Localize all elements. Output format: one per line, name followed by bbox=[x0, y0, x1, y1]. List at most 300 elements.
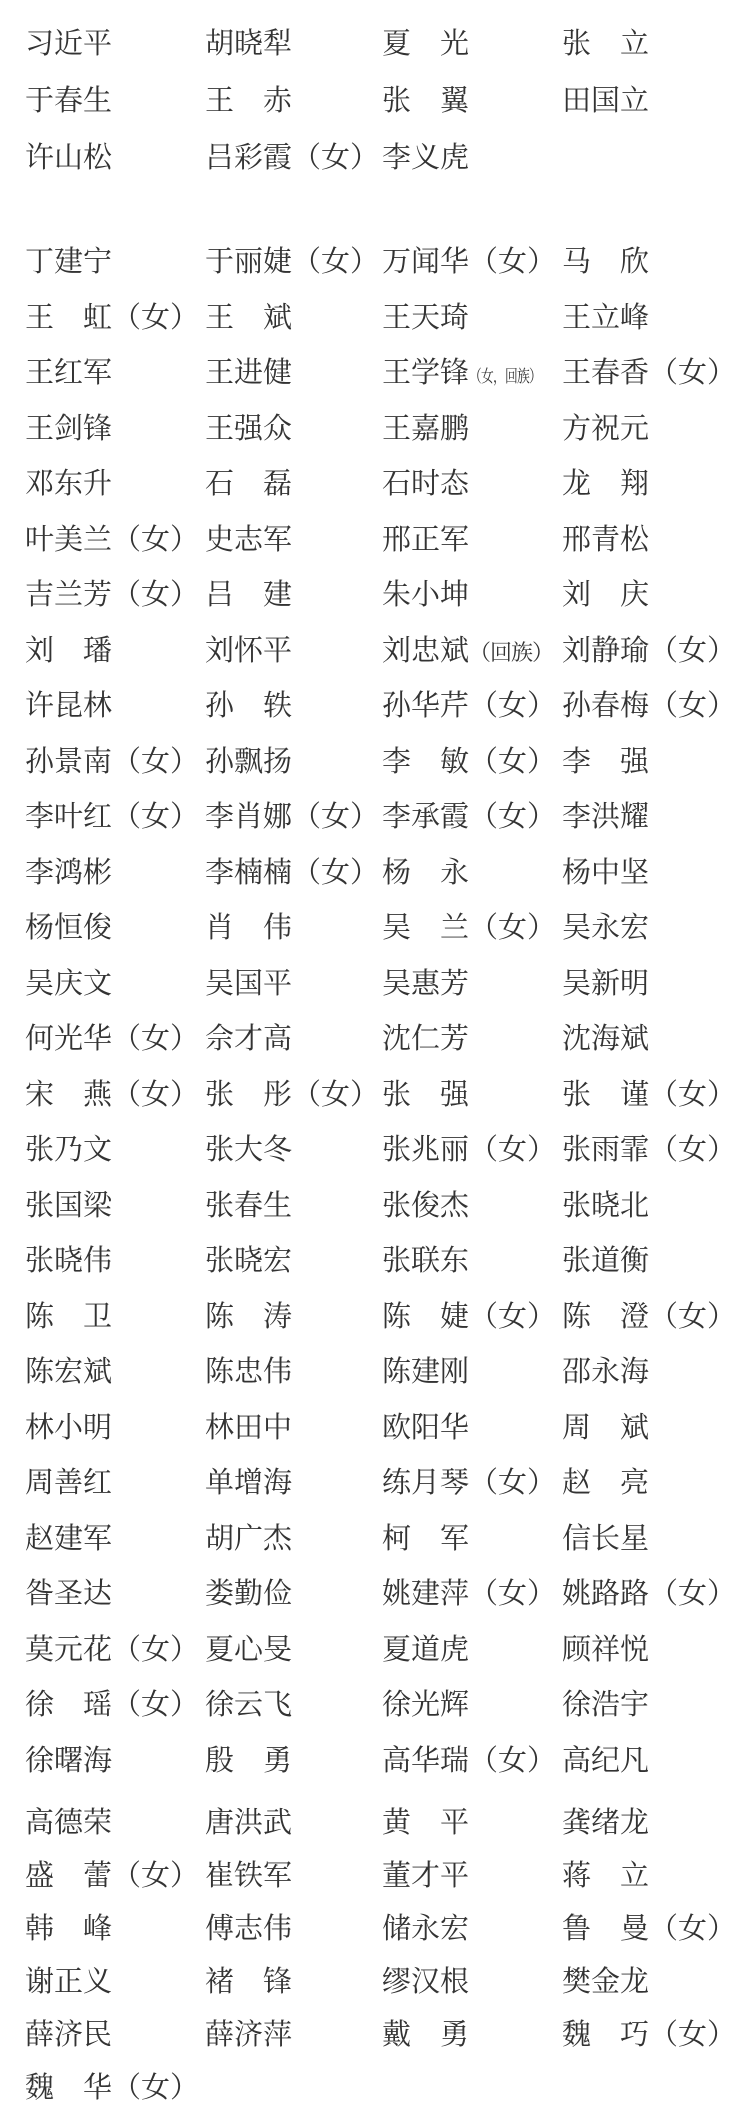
name-cell bbox=[562, 1682, 750, 1723]
name-block-2 bbox=[0, 232, 750, 1786]
person-name: 杨恒俊 bbox=[25, 912, 113, 945]
person-name: 邢青松 bbox=[562, 523, 650, 556]
person-name: 李义虎 bbox=[382, 142, 470, 174]
name-row bbox=[0, 399, 750, 455]
person-name: 王立峰 bbox=[562, 301, 650, 334]
name-cell bbox=[382, 1127, 562, 1168]
person-name: 张兆丽 bbox=[382, 1134, 470, 1167]
name-cell bbox=[25, 295, 205, 336]
name-cell bbox=[382, 1800, 562, 1841]
name-block-1 bbox=[0, 13, 750, 184]
name-cell bbox=[25, 21, 205, 62]
person-name: 柯 军 bbox=[382, 1522, 470, 1555]
person-name: 杨中坚 bbox=[562, 856, 650, 889]
person-name: 徐曙海 bbox=[25, 1744, 113, 1777]
name-cell bbox=[382, 1460, 562, 1501]
person-name: 万闻华 bbox=[382, 246, 470, 279]
name-row bbox=[0, 1120, 750, 1176]
name-row bbox=[0, 1065, 750, 1121]
gender-ethnicity-note: （女） bbox=[469, 745, 557, 778]
gender-ethnicity-note: （女） bbox=[469, 1744, 557, 1777]
person-name: 唐洪武 bbox=[205, 1807, 293, 1839]
person-name: 邓东升 bbox=[25, 468, 113, 501]
person-name: 田国立 bbox=[562, 85, 650, 117]
name-row bbox=[0, 2006, 750, 2059]
person-name: 史志军 bbox=[205, 523, 293, 556]
name-cell bbox=[382, 239, 562, 280]
name-row bbox=[0, 1731, 750, 1787]
name-cell bbox=[205, 1627, 382, 1668]
person-name: 林小明 bbox=[25, 1411, 113, 1444]
gender-ethnicity-note: （女） bbox=[649, 690, 737, 723]
person-name: 吕 建 bbox=[205, 579, 293, 612]
name-cell bbox=[25, 406, 205, 447]
name-cell bbox=[382, 350, 562, 391]
name-cell bbox=[382, 461, 562, 502]
person-name: 张 强 bbox=[382, 1078, 470, 1111]
person-name: 刘怀平 bbox=[205, 634, 293, 667]
gender-ethnicity-note: （女） bbox=[292, 246, 380, 279]
person-name: 吴永宏 bbox=[562, 912, 650, 945]
name-cell bbox=[382, 572, 562, 613]
name-cell bbox=[205, 1016, 382, 1057]
person-name: 陈 澄 bbox=[562, 1300, 650, 1333]
person-name: 石 磊 bbox=[205, 468, 293, 501]
person-name: 顾祥悦 bbox=[562, 1633, 650, 1666]
name-row bbox=[0, 232, 750, 288]
name-cell bbox=[25, 135, 205, 176]
name-cell bbox=[382, 295, 562, 336]
person-name: 欧阳华 bbox=[382, 1411, 470, 1444]
person-name: 王嘉鹏 bbox=[382, 412, 470, 445]
person-name: 胡晓犁 bbox=[205, 28, 293, 60]
person-name: 陈建刚 bbox=[382, 1356, 470, 1389]
name-cell bbox=[562, 78, 750, 119]
gender-ethnicity-note: （女） bbox=[112, 2072, 200, 2104]
gender-ethnicity-note: （女） bbox=[649, 1078, 737, 1111]
name-cell bbox=[25, 850, 205, 891]
person-name: 宋 燕 bbox=[25, 1078, 113, 1111]
person-name: 赵建军 bbox=[25, 1522, 113, 1555]
name-cell bbox=[205, 21, 382, 62]
name-cell bbox=[562, 572, 750, 613]
name-row bbox=[0, 1176, 750, 1232]
name-cell bbox=[205, 1072, 382, 1113]
person-name: 单增海 bbox=[205, 1467, 293, 1500]
gender-ethnicity-note: （女） bbox=[469, 1578, 557, 1611]
person-name: 刘静瑜 bbox=[562, 634, 650, 667]
person-name: 夏心旻 bbox=[205, 1633, 293, 1666]
person-name: 谢正义 bbox=[25, 1966, 113, 1998]
name-cell bbox=[562, 1738, 750, 1779]
name-cell bbox=[382, 21, 562, 62]
name-row bbox=[0, 1342, 750, 1398]
name-cell bbox=[382, 1516, 562, 1557]
person-name: 高德荣 bbox=[25, 1807, 113, 1839]
gender-ethnicity-note: （女） bbox=[469, 1134, 557, 1167]
person-name: 吴 兰 bbox=[382, 912, 470, 945]
name-cell bbox=[25, 1127, 205, 1168]
name-row bbox=[0, 510, 750, 566]
name-cell bbox=[25, 1238, 205, 1279]
person-name: 缪汉根 bbox=[382, 1966, 470, 1998]
person-name: 吴国平 bbox=[205, 967, 293, 1000]
name-cell bbox=[205, 1571, 382, 1612]
name-row bbox=[0, 787, 750, 843]
person-name: 王剑锋 bbox=[25, 412, 113, 445]
gender-ethnicity-note: （女） bbox=[469, 912, 557, 945]
person-name: 孙春梅 bbox=[562, 690, 650, 723]
person-name: 许昆林 bbox=[25, 690, 113, 723]
name-block-3 bbox=[0, 1794, 750, 2107]
name-cell bbox=[562, 350, 750, 391]
name-cell bbox=[25, 961, 205, 1002]
name-cell bbox=[25, 1906, 205, 1947]
name-cell bbox=[382, 794, 562, 835]
name-row bbox=[0, 676, 750, 732]
person-name: 储永宏 bbox=[382, 1913, 470, 1945]
name-cell bbox=[382, 1738, 562, 1779]
name-cell bbox=[382, 1072, 562, 1113]
person-name: 吴庆文 bbox=[25, 967, 113, 1000]
name-row bbox=[0, 454, 750, 510]
name-cell bbox=[382, 683, 562, 724]
name-row bbox=[0, 1847, 750, 1900]
name-cell bbox=[562, 1238, 750, 1279]
name-cell bbox=[562, 794, 750, 835]
name-row bbox=[0, 2059, 750, 2107]
name-row bbox=[0, 1509, 750, 1565]
gender-ethnicity-note: （女） bbox=[112, 1633, 200, 1666]
name-row bbox=[0, 954, 750, 1010]
person-name: 张乃文 bbox=[25, 1134, 113, 1167]
name-row bbox=[0, 565, 750, 621]
gender-ethnicity-note: （女） bbox=[469, 246, 557, 279]
name-cell bbox=[205, 1183, 382, 1224]
name-cell bbox=[562, 239, 750, 280]
name-row bbox=[0, 1620, 750, 1676]
person-name: 张道衡 bbox=[562, 1245, 650, 1278]
name-cell bbox=[382, 517, 562, 558]
person-name: 张联东 bbox=[382, 1245, 470, 1278]
gender-ethnicity-note: （女） bbox=[649, 357, 737, 390]
name-row bbox=[0, 1564, 750, 1620]
name-cell bbox=[25, 1853, 205, 1894]
name-cell bbox=[562, 1183, 750, 1224]
person-name: 褚 锋 bbox=[205, 1966, 293, 1998]
name-cell bbox=[25, 628, 205, 669]
name-cell bbox=[205, 1853, 382, 1894]
name-cell bbox=[562, 739, 750, 780]
name-row bbox=[0, 621, 750, 677]
name-cell bbox=[25, 1738, 205, 1779]
person-name: 李鸿彬 bbox=[25, 856, 113, 889]
gender-ethnicity-note: （女） bbox=[112, 1860, 200, 1892]
name-cell bbox=[382, 1349, 562, 1390]
person-name: 陈 婕 bbox=[382, 1300, 470, 1333]
name-cell bbox=[382, 1405, 562, 1446]
person-name: 习近平 bbox=[25, 28, 113, 60]
name-cell bbox=[382, 1959, 562, 2000]
person-name: 徐云飞 bbox=[205, 1689, 293, 1722]
name-cell bbox=[205, 461, 382, 502]
person-name: 沈仁芳 bbox=[382, 1023, 470, 1056]
person-name: 邢正军 bbox=[382, 523, 470, 556]
name-cell bbox=[25, 1800, 205, 1841]
person-name: 薛济民 bbox=[25, 2019, 113, 2051]
name-cell bbox=[205, 628, 382, 669]
person-name: 吴惠芳 bbox=[382, 967, 470, 1000]
person-name: 练月琴 bbox=[382, 1467, 470, 1500]
name-cell bbox=[205, 794, 382, 835]
person-name: 何光华 bbox=[25, 1023, 113, 1056]
person-name: 徐浩宇 bbox=[562, 1689, 650, 1722]
person-name: 张 翼 bbox=[382, 85, 470, 117]
person-name: 王强众 bbox=[205, 412, 293, 445]
person-name: 夏道虎 bbox=[382, 1633, 470, 1666]
person-name: 王红军 bbox=[25, 357, 113, 390]
gender-ethnicity-note: （女） bbox=[112, 579, 200, 612]
gender-ethnicity-note: （女） bbox=[292, 801, 380, 834]
name-cell bbox=[562, 1072, 750, 1113]
name-cell bbox=[25, 517, 205, 558]
name-cell bbox=[382, 1906, 562, 1947]
person-name: 周善红 bbox=[25, 1467, 113, 1500]
gender-ethnicity-note: （女） bbox=[649, 1300, 737, 1333]
name-row bbox=[0, 732, 750, 788]
person-name: 高纪凡 bbox=[562, 1744, 650, 1777]
person-name: 龚绪龙 bbox=[562, 1807, 650, 1839]
person-name: 娄勤俭 bbox=[205, 1578, 293, 1611]
name-cell bbox=[205, 1800, 382, 1841]
person-name: 蒋 立 bbox=[562, 1860, 650, 1892]
gender-ethnicity-note: （女） bbox=[292, 856, 380, 889]
gender-ethnicity-note: （女） bbox=[112, 801, 200, 834]
person-name: 张俊杰 bbox=[382, 1189, 470, 1222]
person-name: 孙景南 bbox=[25, 745, 113, 778]
person-name: 王 赤 bbox=[205, 85, 293, 117]
person-name: 王天琦 bbox=[382, 301, 470, 334]
person-name: 陈 卫 bbox=[25, 1300, 113, 1333]
person-name: 徐光辉 bbox=[382, 1689, 470, 1722]
gender-ethnicity-note: （女） bbox=[469, 801, 557, 834]
person-name: 王进健 bbox=[205, 357, 293, 390]
name-cell bbox=[205, 350, 382, 391]
name-row bbox=[0, 898, 750, 954]
name-row bbox=[0, 288, 750, 344]
person-name: 高华瑞 bbox=[382, 1744, 470, 1777]
person-name: 李洪耀 bbox=[562, 801, 650, 834]
name-row bbox=[0, 1231, 750, 1287]
person-name: 陈宏斌 bbox=[25, 1356, 113, 1389]
name-cell bbox=[562, 1959, 750, 2000]
name-cell bbox=[205, 2012, 382, 2053]
name-cell bbox=[562, 628, 750, 669]
name-cell bbox=[382, 1294, 562, 1335]
person-name: 刘 璠 bbox=[25, 634, 113, 667]
name-cell bbox=[25, 1016, 205, 1057]
name-cell bbox=[205, 78, 382, 119]
gender-ethnicity-note: （女） bbox=[649, 1578, 737, 1611]
name-cell bbox=[382, 961, 562, 1002]
name-cell bbox=[25, 1682, 205, 1723]
name-cell bbox=[205, 1405, 382, 1446]
name-cell bbox=[382, 1238, 562, 1279]
person-name: 盛 蕾 bbox=[25, 1860, 113, 1892]
name-cell bbox=[25, 1571, 205, 1612]
person-name: 吕彩霞 bbox=[205, 142, 293, 174]
gender-ethnicity-note: （女） bbox=[469, 690, 557, 723]
name-cell bbox=[205, 683, 382, 724]
person-name: 许山松 bbox=[25, 142, 113, 174]
name-cell bbox=[562, 683, 750, 724]
name-cell bbox=[25, 1405, 205, 1446]
gender-ethnicity-note: （女） bbox=[112, 745, 200, 778]
name-cell bbox=[382, 1183, 562, 1224]
name-row bbox=[0, 1453, 750, 1509]
name-row bbox=[0, 1398, 750, 1454]
person-name: 赵 亮 bbox=[562, 1467, 650, 1500]
person-name: 李楠楠 bbox=[205, 856, 293, 889]
gender-ethnicity-note: （女） bbox=[469, 1300, 557, 1333]
name-cell bbox=[205, 905, 382, 946]
name-row bbox=[0, 13, 750, 70]
person-name: 林田中 bbox=[205, 1411, 293, 1444]
gender-ethnicity-note: （女） bbox=[649, 1913, 737, 1945]
name-cell bbox=[25, 1183, 205, 1224]
person-name: 周 斌 bbox=[562, 1411, 650, 1444]
name-row bbox=[0, 70, 750, 127]
name-cell bbox=[25, 1072, 205, 1113]
name-row bbox=[0, 1953, 750, 2006]
name-cell bbox=[25, 78, 205, 119]
person-name: 陈忠伟 bbox=[205, 1356, 293, 1389]
name-cell bbox=[562, 295, 750, 336]
name-cell bbox=[25, 572, 205, 613]
name-cell bbox=[205, 961, 382, 1002]
name-cell bbox=[562, 21, 750, 62]
person-name: 张晓宏 bbox=[205, 1245, 293, 1278]
person-name: 张晓北 bbox=[562, 1189, 650, 1222]
person-name: 夏 光 bbox=[382, 28, 470, 60]
person-name: 鲁 曼 bbox=[562, 1913, 650, 1945]
name-cell bbox=[25, 739, 205, 780]
person-name: 叶美兰 bbox=[25, 523, 113, 556]
gender-ethnicity-note: （女） bbox=[649, 2019, 737, 2051]
name-row bbox=[0, 1900, 750, 1953]
name-cell bbox=[382, 850, 562, 891]
person-name: 王 虹 bbox=[25, 301, 113, 334]
name-cell bbox=[205, 1906, 382, 1947]
name-cell bbox=[382, 1016, 562, 1057]
name-row bbox=[0, 1287, 750, 1343]
name-cell bbox=[382, 1853, 562, 1894]
person-name: 张 立 bbox=[562, 28, 650, 60]
name-cell bbox=[205, 1959, 382, 2000]
person-name: 孙 轶 bbox=[205, 690, 293, 723]
person-name: 王学锋 bbox=[382, 357, 470, 390]
name-cell bbox=[25, 239, 205, 280]
person-name: 胡广杰 bbox=[205, 1522, 293, 1555]
person-name: 薛济萍 bbox=[205, 2019, 293, 2051]
name-cell bbox=[562, 517, 750, 558]
gender-ethnicity-note: （女） bbox=[112, 1078, 200, 1111]
name-cell bbox=[205, 850, 382, 891]
person-name: 李 强 bbox=[562, 745, 650, 778]
person-name: 于丽婕 bbox=[205, 246, 293, 279]
person-name: 王春香 bbox=[562, 357, 650, 390]
name-cell bbox=[382, 1682, 562, 1723]
person-name: 戴 勇 bbox=[382, 2019, 470, 2051]
person-name: 陈 涛 bbox=[205, 1300, 293, 1333]
name-cell bbox=[562, 1405, 750, 1446]
name-cell bbox=[562, 2012, 750, 2053]
person-name: 石时态 bbox=[382, 468, 470, 501]
person-name: 李叶红 bbox=[25, 801, 113, 834]
person-name: 信长星 bbox=[562, 1522, 650, 1555]
person-name: 殷 勇 bbox=[205, 1744, 293, 1777]
name-cell bbox=[205, 1682, 382, 1723]
person-name: 王 斌 bbox=[205, 301, 293, 334]
person-name: 魏 华 bbox=[25, 2072, 113, 2104]
name-cell bbox=[382, 406, 562, 447]
gender-ethnicity-note: （女） bbox=[469, 1467, 557, 1500]
person-name: 张晓伟 bbox=[25, 1245, 113, 1278]
name-cell bbox=[25, 1294, 205, 1335]
name-cell bbox=[25, 794, 205, 835]
name-cell bbox=[562, 905, 750, 946]
person-name: 姚路路 bbox=[562, 1578, 650, 1611]
person-name: 崔铁军 bbox=[205, 1860, 293, 1892]
person-name: 姚建萍 bbox=[382, 1578, 470, 1611]
name-cell bbox=[205, 135, 382, 176]
name-cell bbox=[562, 850, 750, 891]
name-cell bbox=[562, 1800, 750, 1841]
person-name: 刘忠斌 bbox=[382, 634, 470, 667]
person-name: 李承霞 bbox=[382, 801, 470, 834]
name-cell bbox=[25, 905, 205, 946]
name-cell bbox=[205, 1516, 382, 1557]
name-cell bbox=[25, 1627, 205, 1668]
person-name: 李肖娜 bbox=[205, 801, 293, 834]
person-name: 肖 伟 bbox=[205, 912, 293, 945]
person-name: 魏 巧 bbox=[562, 2019, 650, 2051]
name-cell bbox=[562, 1571, 750, 1612]
name-cell bbox=[205, 1738, 382, 1779]
name-cell bbox=[562, 406, 750, 447]
name-cell bbox=[562, 1349, 750, 1390]
gender-ethnicity-note: （女） bbox=[112, 1689, 200, 1722]
person-name: 朱小坤 bbox=[382, 579, 470, 612]
person-name: 方祝元 bbox=[562, 412, 650, 445]
person-name: 张国梁 bbox=[25, 1189, 113, 1222]
person-name: 沈海斌 bbox=[562, 1023, 650, 1056]
person-name: 张雨霏 bbox=[562, 1134, 650, 1167]
name-cell bbox=[205, 572, 382, 613]
name-row bbox=[0, 343, 750, 399]
name-row bbox=[0, 1009, 750, 1065]
name-cell bbox=[382, 78, 562, 119]
person-name: 傅志伟 bbox=[205, 1913, 293, 1945]
person-name: 龙 翔 bbox=[562, 468, 650, 501]
name-cell bbox=[25, 1959, 205, 2000]
person-name: 孙飘扬 bbox=[205, 745, 293, 778]
name-cell bbox=[205, 1460, 382, 1501]
gender-ethnicity-note: （回族） bbox=[469, 639, 554, 665]
name-cell bbox=[25, 2012, 205, 2053]
name-cell bbox=[205, 1349, 382, 1390]
name-cell bbox=[562, 961, 750, 1002]
